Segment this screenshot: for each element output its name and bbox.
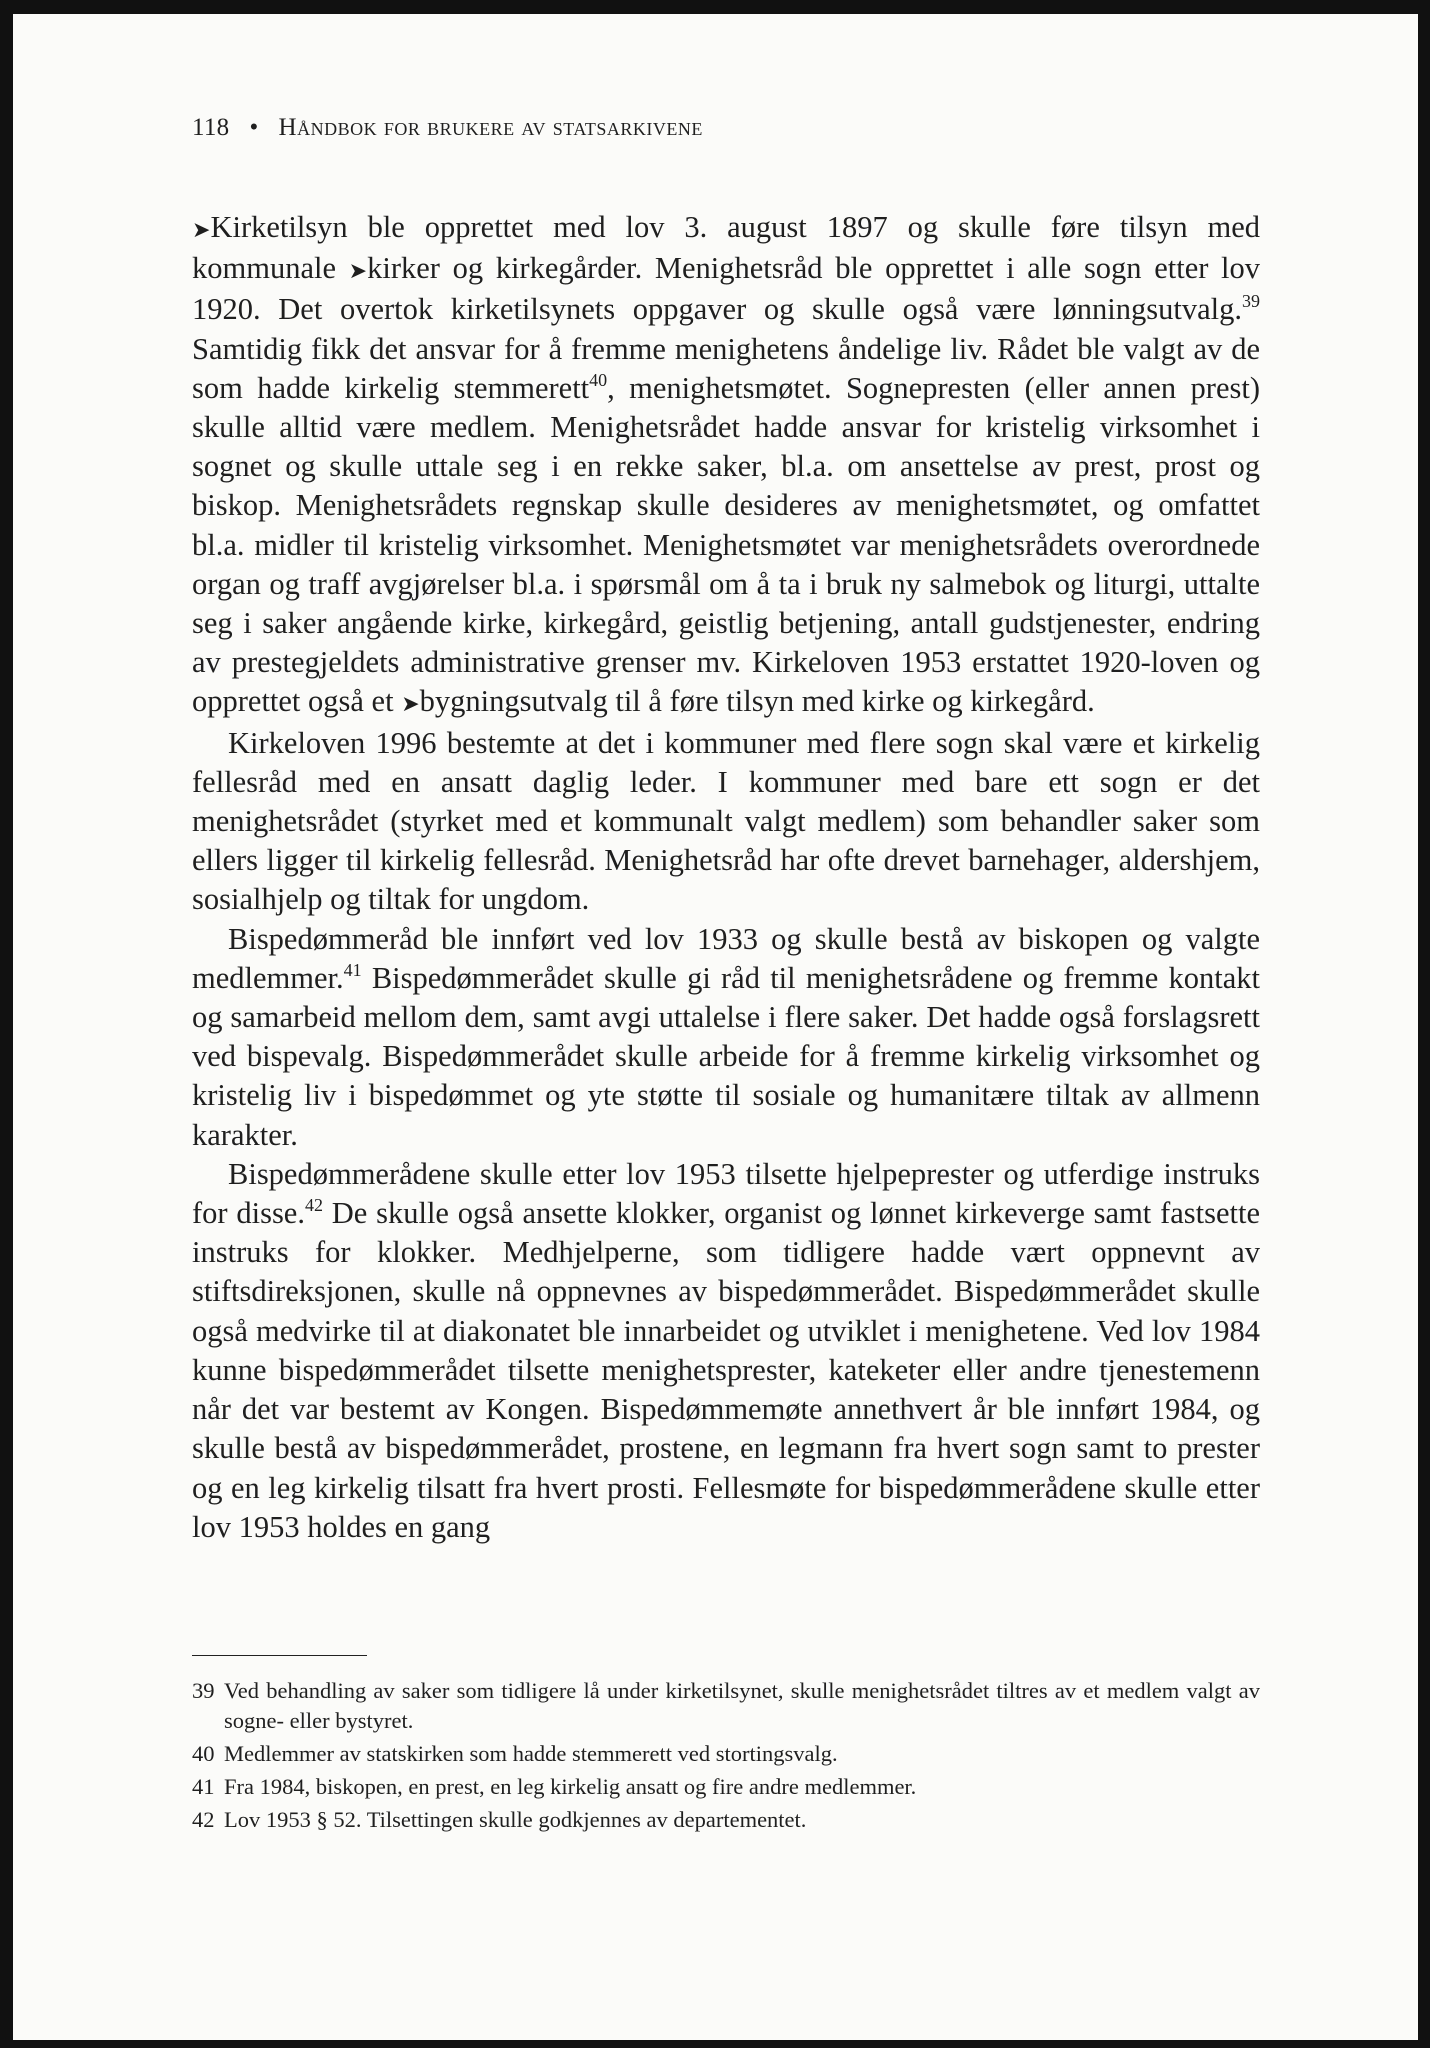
scan-border-right: [1418, 0, 1430, 2048]
footnote-divider: [192, 1655, 367, 1656]
footnote: [192, 1739, 1260, 1769]
paragraph-1-text: kirker og kirkegårder. Menighetsråd ble opprettet i alle sogn etter lov 1920. Det overtok kirketilsynets oppgaver og skulle også være lønningsutvalg.: [192, 251, 1261, 327]
paragraph-1: [192, 208, 1260, 724]
running-head: [192, 114, 703, 142]
footnote: [192, 1772, 1260, 1802]
body-text: [192, 208, 1260, 1547]
book-title: Håndbok for brukere av statsarkivene: [278, 114, 703, 141]
paragraph-4-text: De skulle også ansette klokker, organist og lønnet kirkeverge samt fastsette instruks for klokker. Medhjelperne, som tidligere hadde vært oppnevnt av stiftsdireksjonen, skulle nå oppnevnes av bispedømmerådet. Bispedømmerådet skulle også medvirke til at diakonatet ble innarbeidet og utviklet i menighetene. Ved lov 1984 kunne bispedømmerådet tilsette menighetsprester, kateketer eller andre tjenestemenn når det var bestemt av Kongen. Bispedømmemøte annethvert år ble innført 1984, og skulle bestå av bispedømmerådet, prostene, en legmann fra hvert sogn samt to prester og en leg kirkelig tilsatt fra hvert prosti. Fellesmøte for bispedømmerådene skulle etter lov 1953 holdes en gang: [192, 1196, 1260, 1544]
header-separator: •: [249, 114, 259, 141]
footnotes: [192, 1676, 1260, 1838]
scan-border-left: [0, 0, 13, 2048]
paragraph-4-text: Bispedømmerådene skulle etter lov 1953 tilsette hjelpeprester og utferdige instruks for disse.: [192, 1156, 1260, 1231]
paragraph-4: [192, 1155, 1260, 1547]
footnote-number: 39: [192, 1678, 215, 1703]
footnote-number: 40: [192, 1741, 215, 1766]
footnote-text: Ved behandling av saker som tidligere lå under kirketilsynet, skulle menighetsrådet tiltres av et medlem valgt av sogne- eller bystyret.: [224, 1678, 1260, 1733]
footnote-number: 42: [192, 1807, 215, 1832]
paragraph-3-text: Bispedømmeråd ble innført ved lov 1933 og skulle bestå av biskopen og valgte medlemmer.: [192, 921, 1260, 995]
footnote-ref[interactable]: 41: [343, 959, 362, 980]
paragraph-1-text: , menighetsmøtet. Sognepresten (eller annen prest) skulle alltid være medlem. Menighetsrådet hadde ansvar for kristelig virksomhet i sognet og skulle uttale seg i en rekke saker, bl.a. om ansettelse av prest, prost og biskop. Menighetsrådets regnskap skulle desideres av menighetsmøtet, og omfattet bl.a. midler til kristelig virksomhet. Menighetsmøtet var menighetsrådets overordnede organ og traff avgjørelser bl.a. i spørsmål om å ta i bruk ny salmebok og liturgi, uttalte seg i saker angående kirke, kirkegård, geistlig betjening, antall gudstjenester, endring av prestegjeldets administrative grenser mv. Kirkeloven 1953 erstattet 1920-loven og opprettet også et: [192, 370, 1260, 719]
footnote-text: Fra 1984, biskopen, en prest, en leg kirkelig ansatt og fire andre medlemmer.: [224, 1774, 917, 1799]
footnote-ref[interactable]: 39: [1242, 291, 1260, 312]
page-number: 118: [192, 114, 230, 141]
paragraph-1-text: bygningsutvalg til å føre tilsyn med kirke og kirkegård.: [419, 684, 1095, 719]
footnote-number: 41: [192, 1774, 215, 1799]
cross-ref-arrow-icon: ➤: [348, 258, 368, 284]
paragraph-1-text: Samtidig fikk det ansvar for å fremme menighetens åndelige liv. Rådet ble valgt av de som hadde kirkelig stemmerett: [192, 331, 1260, 405]
footnote: [192, 1805, 1260, 1835]
paragraph-1-text: Kirketilsyn ble opprettet med lov 3. august 1897 og skulle føre tilsyn med kommunale: [192, 210, 1260, 286]
footnote: [192, 1676, 1260, 1736]
footnote-ref[interactable]: 42: [304, 1195, 323, 1216]
scan-border-bottom: [0, 2040, 1430, 2048]
cross-ref-arrow-icon: ➤: [401, 691, 420, 717]
footnote-text: Medlemmer av statskirken som hadde stemmerett ved stortingsvalg.: [224, 1741, 838, 1766]
paragraph-3-text: Bispedømmerådet skulle gi råd til menighetsrådene og fremme kontakt og samarbeid mellom dem, samt avgi uttalelse i flere saker. Det hadde også forslagsrett ved bispevalg. Bispedømmerådet skulle arbeide for å fremme kirkelig virksomhet og kristelig liv i bispedømmet og yte støtte til sosiale og humanitære tiltak av allmenn karakter.: [192, 960, 1260, 1152]
paragraph-3: [192, 920, 1260, 1155]
footnote-text: Lov 1953 § 52. Tilsettingen skulle godkjennes av departementet.: [224, 1807, 807, 1832]
footnote-ref[interactable]: 40: [589, 369, 608, 390]
scan-border-top: [0, 0, 1430, 14]
paragraph-2: Kirkeloven 1996 bestemte at det i kommuner med flere sogn skal være et kirkelig fellesråd med en ansatt daglig leder. I kommuner med bare ett sogn er det menighetsrådet (styrket med et kommunalt valgt medlem) som behandler saker som ellers ligger til kirkelig fellesråd. Menighetsråd har ofte drevet barnehager, aldershjem, sosialhjelp og tiltak for ungdom.: [192, 725, 1260, 917]
cross-ref-arrow-icon: ➤: [192, 217, 211, 242]
